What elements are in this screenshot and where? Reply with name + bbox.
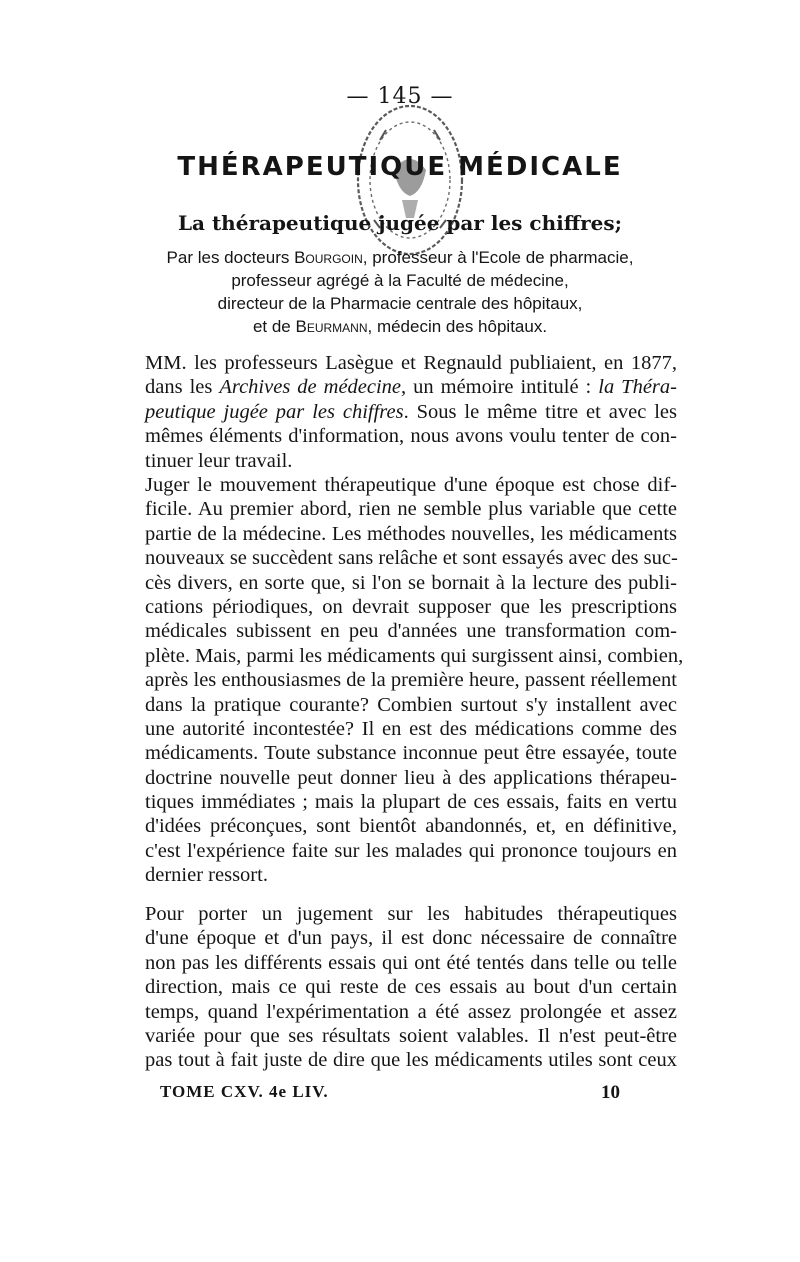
text-line: c'est l'expérience faite sur les malades qui prononce toujours en	[145, 839, 677, 862]
text-run: dans les	[145, 376, 220, 399]
byline-line-2: professeur agrégé à la Faculté de médecine,	[231, 271, 569, 290]
author-name: Beurmann	[295, 317, 368, 336]
text-line: après les enthousiasmes de la première heure, passent réellement	[145, 669, 677, 692]
text-line: dans la pratique courante? Combien surtout s'y installent avec	[145, 693, 677, 716]
text-line: mêmes éléments d'information, nous avons voulu tenter de con-	[145, 425, 677, 448]
text-line: plète. Mais, parmi les médicaments qui surgissent ainsi, combien,	[145, 644, 684, 667]
text-line: Juger le mouvement thérapeutique d'une époque est chose dif-	[145, 474, 677, 496]
text-line: doctrine nouvelle peut donner lieu à des applications thérapeu-	[145, 766, 677, 789]
byline-affiliation: , médecin des hôpitaux.	[367, 317, 548, 336]
text-line: MM. les professeurs Lasègue et Regnauld publiaient, en 1877,	[145, 352, 677, 374]
paragraph-judging	[145, 473, 684, 888]
sheet-number: 10	[601, 1082, 620, 1103]
text-line: tinuer leur travail.	[145, 449, 293, 472]
author-name: Bourgoin	[294, 248, 363, 267]
byline-line-4	[0, 315, 800, 338]
page-number: — 145 —	[346, 84, 454, 109]
article-title: La thérapeutique jugée par les chiffres;	[177, 211, 623, 235]
text-line	[145, 400, 677, 424]
text-line: tiques immédiates ; mais la plupart de ces essais, faits en vertu	[145, 791, 677, 814]
text-line: variée pour que ses résultats soient valables. Il n'est peut-être	[145, 1024, 677, 1047]
work-title: la Théra-	[598, 376, 677, 399]
byline-prefix: Par les docteurs	[166, 248, 295, 267]
text-line: temps, quand l'expérimentation a été assez prolongée et assez	[145, 1000, 677, 1023]
text-line: Pour porter un jugement sur les habitudes thérapeutiques	[145, 903, 677, 925]
text-line: médicales subissent en peu d'années une transformation com-	[145, 620, 677, 643]
byline-affiliation: , professeur à l'Ecole de pharmacie,	[362, 248, 634, 267]
journal-title: Archives de médecine	[219, 376, 402, 399]
text-line: direction, mais ce qui reste de ces essais au bout d'un certain	[145, 976, 677, 999]
text-line: dernier ressort.	[145, 864, 268, 887]
text-line: ficile. Au premier abord, rien ne semble plus variable que cette	[145, 498, 677, 521]
text-line: d'idées préconçues, sont bientôt abandonnés, et, en définitive,	[145, 815, 677, 838]
text-line: non pas les différents essais qui ont été tentés dans telle ou telle	[145, 951, 677, 974]
text-run: . Sous le même titre et avec les	[403, 400, 677, 423]
paragraph-method	[145, 902, 677, 1073]
text-line: partie de la médecine. Les méthodes nouvelles, les médicaments	[145, 522, 677, 545]
text-line: d'une époque et d'un pays, il est donc nécessaire de connaître	[145, 927, 677, 950]
volume-signature: TOME CXV. 4e LIV.	[160, 1082, 329, 1101]
text-line: cations périodiques, on devrait supposer que les prescriptions	[145, 595, 677, 618]
text-line: nouveaux se succèdent sans relâche et sont essayés avec des suc-	[145, 547, 678, 570]
byline-prefix: et de	[252, 317, 296, 336]
text-line: cès divers, en sorte que, si l'on se bornait à la lecture des publi-	[145, 571, 677, 594]
text-line: une autorité incontestée? Il en est des médications comme des	[145, 717, 677, 740]
work-title: peutique jugée par les chiffres	[145, 400, 404, 423]
byline-line-3: directeur de la Pharmacie centrale des hôpitaux,	[217, 294, 583, 313]
text-line	[145, 375, 677, 399]
section-title: THÉRAPEUTIQUE MÉDICALE	[177, 152, 623, 182]
text-line: médicaments. Toute substance inconnue peut être essayée, toute	[145, 742, 677, 765]
library-stamp-icon	[350, 100, 470, 270]
text-run: , un mémoire intitulé :	[401, 376, 599, 399]
paragraph-intro	[145, 351, 677, 473]
byline-line-1	[0, 246, 800, 269]
text-line: pas tout à fait juste de dire que les médicaments utiles sont ceux	[145, 1049, 677, 1072]
